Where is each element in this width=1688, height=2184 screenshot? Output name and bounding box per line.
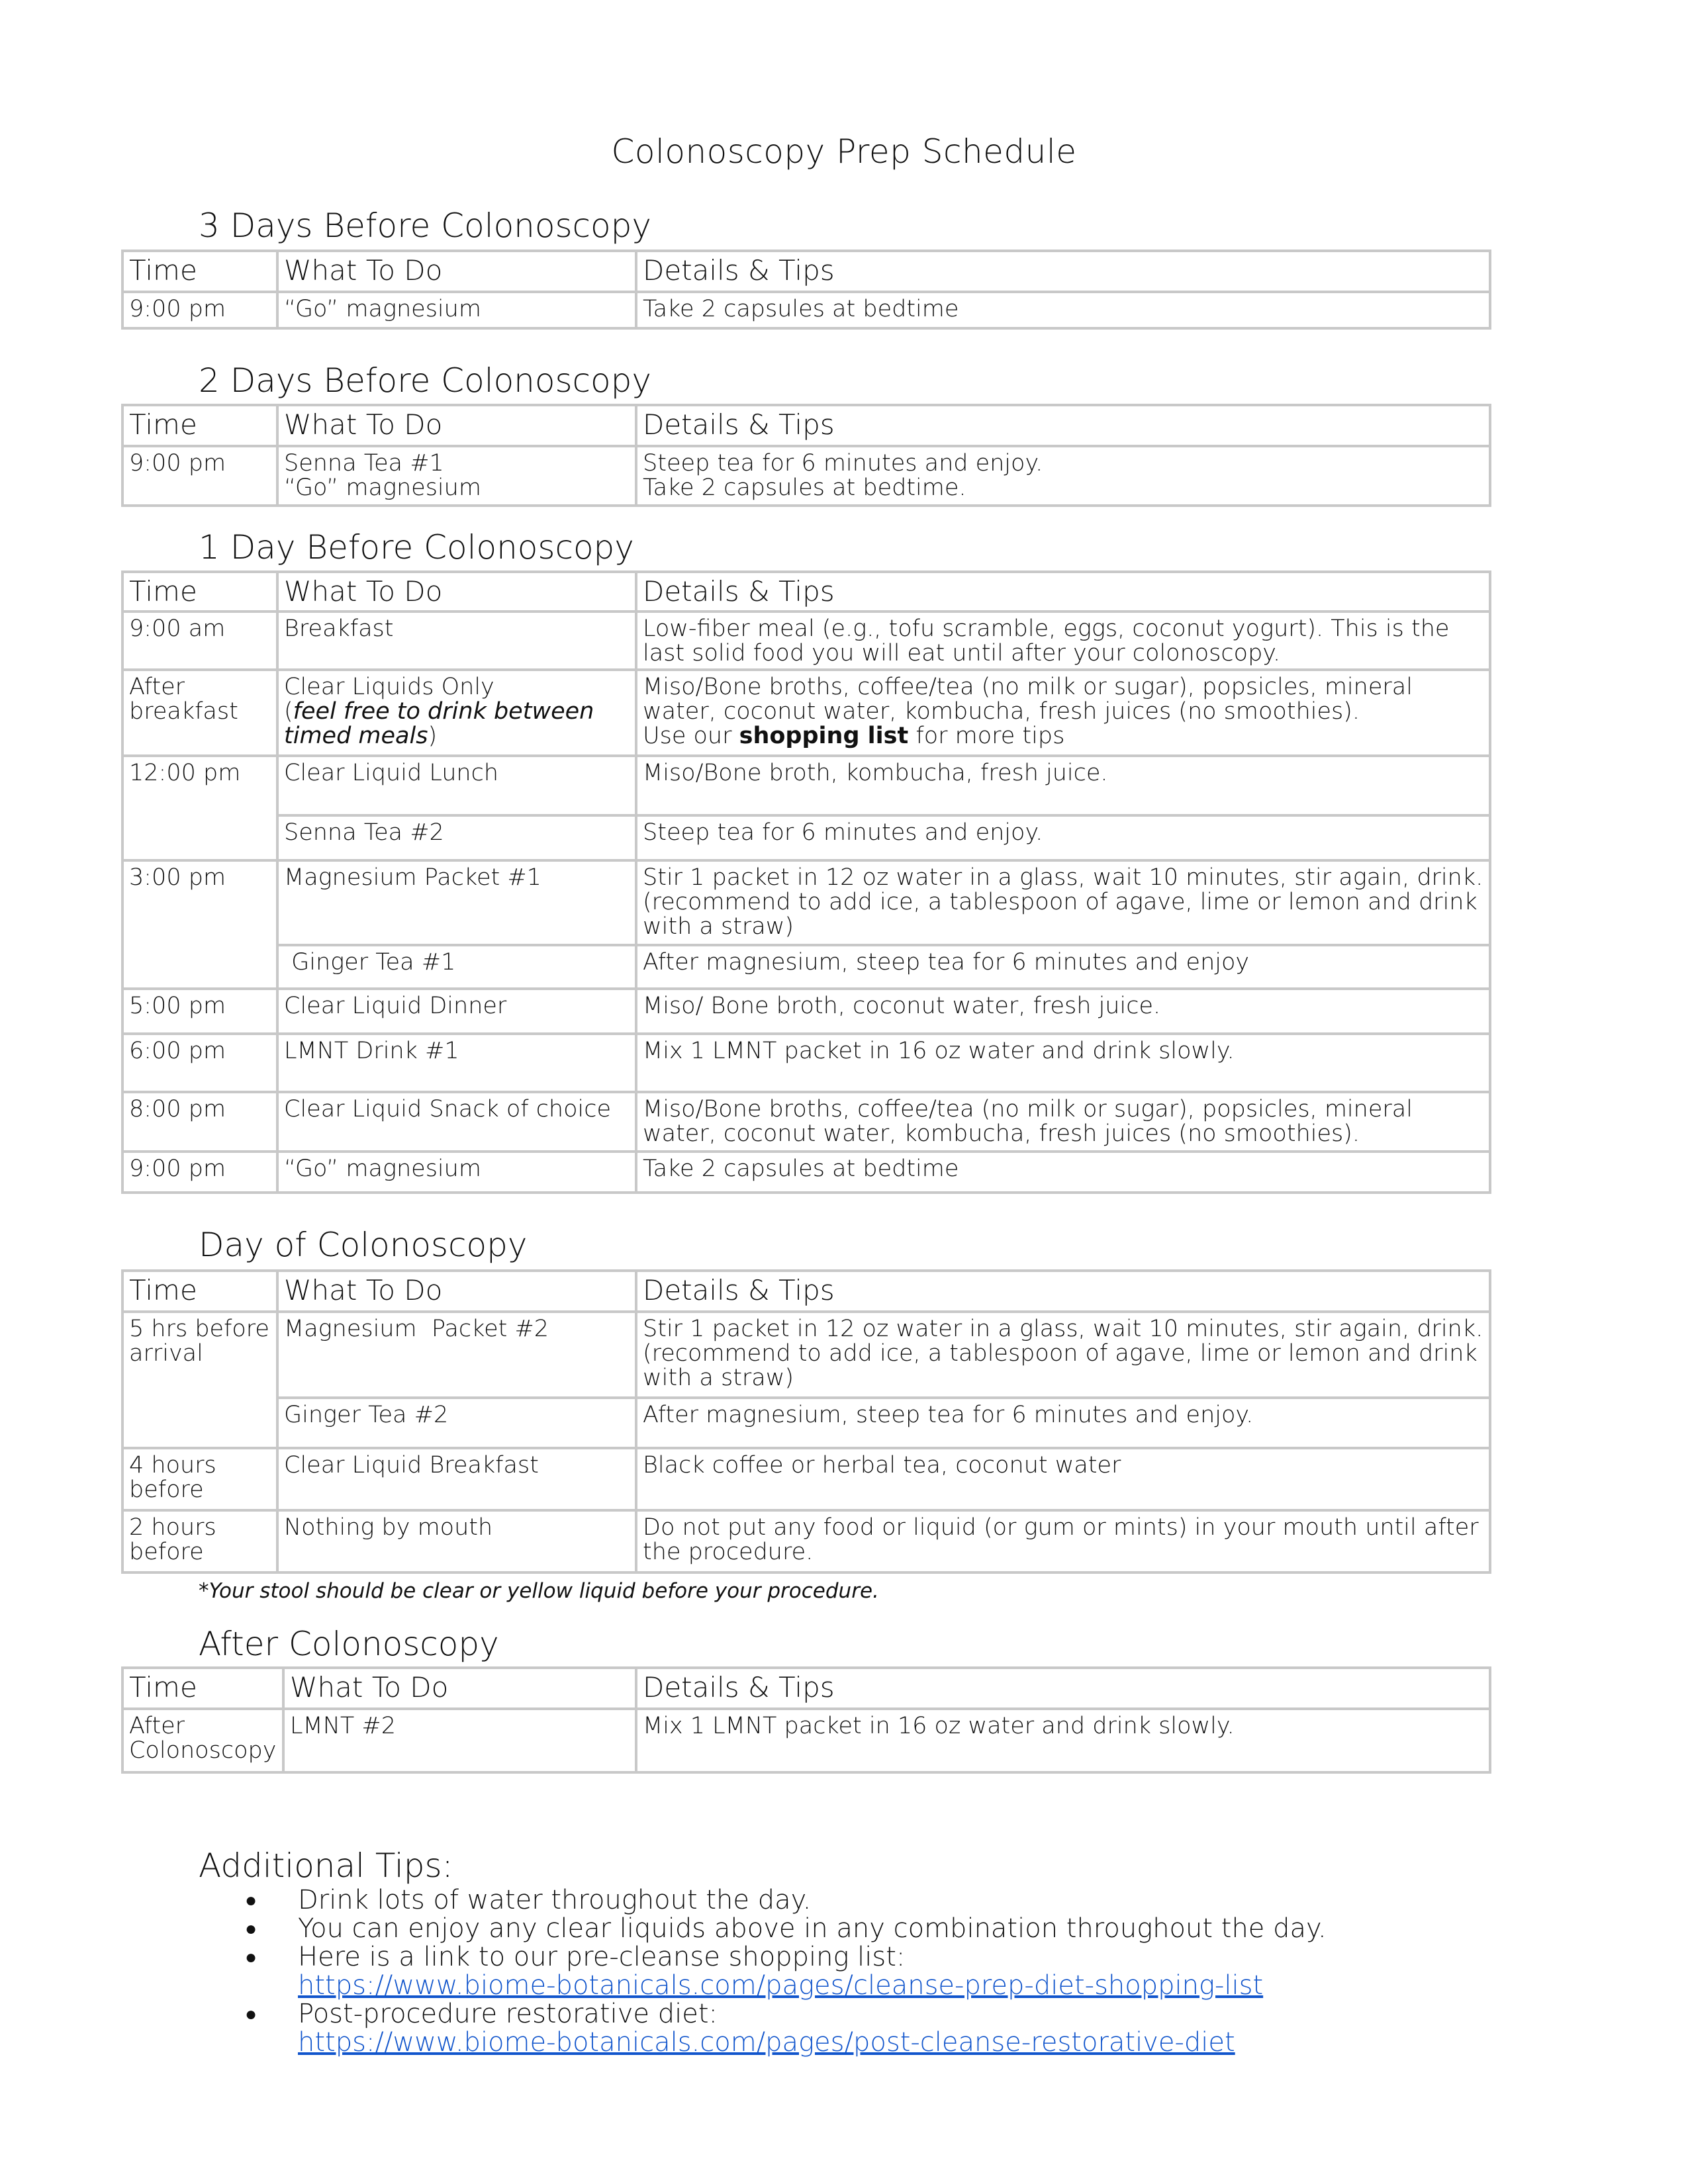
- cell-what: Ginger Tea #2: [277, 1398, 636, 1448]
- header-what: What To Do: [277, 405, 636, 446]
- schedule-table-3-days: [121, 250, 1491, 330]
- cell-what: Magnesium Packet #1: [277, 860, 636, 945]
- section-heading-1-day: 1 Day Before Colonoscopy: [199, 528, 634, 567]
- cell-details: After magnesium, steep tea for 6 minutes and enjoy: [636, 945, 1490, 989]
- cell-what: Clear Liquid Dinner: [277, 989, 636, 1034]
- cell-details: Miso/Bone broths, coffee/tea (no milk or sugar), popsicles, mineral water, coconut water, kombucha, fresh juices (no smoothies).: [636, 1092, 1490, 1152]
- header-what: What To Do: [277, 1271, 636, 1312]
- cell-time: 12:00 pm: [122, 756, 277, 860]
- cell-what-note: feel free to drink between timed meals: [284, 698, 594, 749]
- header-details: Details & Tips: [636, 572, 1490, 612]
- cell-details: After magnesium, steep tea for 6 minutes and enjoy.: [636, 1398, 1490, 1448]
- table-row: [122, 756, 1490, 815]
- header-details: Details & Tips: [636, 251, 1490, 292]
- cell-details-pre: Use our: [643, 723, 739, 749]
- cell-time: 9:00 pm: [122, 1152, 277, 1193]
- table-row: [122, 1448, 1490, 1510]
- header-details: Details & Tips: [636, 1668, 1490, 1709]
- schedule-table-day-of: [121, 1269, 1491, 1574]
- cell-time: 5:00 pm: [122, 989, 277, 1034]
- cell-what: “Go” magnesium: [277, 292, 636, 328]
- bullet-icon: ●: [245, 1917, 258, 1940]
- cell-what: Senna Tea #1 “Go” magnesium: [277, 446, 636, 506]
- cell-what: Clear Liquid Snack of choice: [277, 1092, 636, 1152]
- header-time: Time: [122, 572, 277, 612]
- cell-what: Ginger Tea #1: [277, 945, 636, 989]
- table-row: [122, 945, 1490, 989]
- header-time: Time: [122, 1271, 277, 1312]
- cell-details: Take 2 capsules at bedtime: [636, 292, 1490, 328]
- cell-time: 3:00 pm: [122, 860, 277, 989]
- section-heading-day-of: Day of Colonoscopy: [199, 1226, 528, 1264]
- cell-time: 9:00 pm: [122, 446, 277, 506]
- cell-details: Steep tea for 6 minutes and enjoy. Take 2 capsules at bedtime.: [636, 446, 1490, 506]
- table-row: [122, 1312, 1490, 1398]
- additional-tips-list: [245, 1886, 1503, 2057]
- schedule-table-after: [121, 1666, 1491, 1774]
- cell-details: Miso/ Bone broth, coconut water, fresh juice.: [636, 989, 1490, 1034]
- cell-what: Clear Liquid Breakfast: [277, 1448, 636, 1510]
- table-row: [122, 1510, 1490, 1572]
- bullet-icon: ●: [245, 1946, 258, 1969]
- cell-time: 6:00 pm: [122, 1034, 277, 1092]
- header-what: What To Do: [277, 572, 636, 612]
- header-details: Details & Tips: [636, 1271, 1490, 1312]
- table-row: [122, 1092, 1490, 1152]
- cell-details: Mix 1 LMNT packet in 16 oz water and drink slowly.: [636, 1034, 1490, 1092]
- cell-time: 4 hours before: [122, 1448, 277, 1510]
- shopping-list-link[interactable]: shopping list: [739, 723, 909, 749]
- cell-details: Take 2 capsules at bedtime: [636, 1152, 1490, 1193]
- header-what: What To Do: [277, 251, 636, 292]
- table-row: [122, 670, 1490, 756]
- cell-what: Magnesium Packet #2: [277, 1312, 636, 1398]
- table-header-row: [122, 1271, 1490, 1312]
- cell-details: Low-fiber meal (e.g., tofu scramble, eggs, coconut yogurt). This is the last solid food you will eat until after your colonoscopy.: [636, 612, 1490, 670]
- cell-details: [636, 670, 1490, 756]
- table-row: [122, 1709, 1490, 1772]
- table-row: [122, 1034, 1490, 1092]
- table-row: [122, 612, 1490, 670]
- tip-text: Post-procedure restorative diet:: [298, 1999, 718, 2029]
- tip-text: Drink lots of water throughout the day.: [298, 1885, 812, 1915]
- cell-what: Nothing by mouth: [277, 1510, 636, 1572]
- cell-what: LMNT Drink #1: [277, 1034, 636, 1092]
- cell-what: LMNT #2: [283, 1709, 636, 1772]
- cell-what: Clear Liquids Only (feel free to drink between timed meals): [277, 670, 636, 756]
- shopping-list-url-link[interactable]: https://www.biome-botanicals.com/pages/cleanse-prep-diet-shopping-list: [298, 1970, 1264, 2001]
- list-item: [245, 1915, 1503, 1943]
- table-row: [122, 446, 1490, 506]
- section-heading-after: After Colonoscopy: [199, 1625, 499, 1663]
- cell-time: 5 hrs before arrival: [122, 1312, 277, 1448]
- table-row: [122, 989, 1490, 1034]
- table-row: [122, 1152, 1490, 1193]
- table-row: [122, 1398, 1490, 1448]
- header-details: Details & Tips: [636, 405, 1490, 446]
- tip-text: Here is a link to our pre-cleanse shopping list:: [298, 1942, 906, 1972]
- stool-footnote: *Your stool should be clear or yellow liquid before your procedure.: [199, 1579, 879, 1603]
- cell-details: Stir 1 packet in 12 oz water in a glass, wait 10 minutes, stir again, drink. (recommend to add ice, a tablespoon of agave, lime or lemon and drink with a straw): [636, 1312, 1490, 1398]
- header-time: Time: [122, 1668, 283, 1709]
- table-row: [122, 292, 1490, 328]
- restorative-diet-url-link[interactable]: https://www.biome-botanicals.com/pages/post-cleanse-restorative-diet: [298, 2027, 1235, 2058]
- table-header-row: [122, 251, 1490, 292]
- cell-time: After Colonoscopy: [122, 1709, 283, 1772]
- table-row: [122, 860, 1490, 945]
- document-title: Colonoscopy Prep Schedule: [611, 132, 1077, 171]
- table-header-row: [122, 1668, 1490, 1709]
- cell-time: 2 hours before: [122, 1510, 277, 1572]
- cell-time: 9:00 pm: [122, 292, 277, 328]
- schedule-table-1-day: [121, 570, 1491, 1194]
- list-item: [245, 2000, 1503, 2057]
- cell-details: Miso/Bone broth, kombucha, fresh juice.: [636, 756, 1490, 815]
- schedule-table-2-days: [121, 404, 1491, 507]
- bullet-icon: ●: [245, 1889, 258, 1912]
- section-heading-2-days: 2 Days Before Colonoscopy: [199, 361, 651, 400]
- table-header-row: [122, 405, 1490, 446]
- tip-text: You can enjoy any clear liquids above in any combination throughout the day.: [298, 1913, 1327, 1944]
- table-row: [122, 815, 1490, 860]
- cell-what: Breakfast: [277, 612, 636, 670]
- additional-tips-heading: Additional Tips:: [199, 1846, 453, 1885]
- cell-what: Clear Liquid Lunch: [277, 756, 636, 815]
- cell-details: Black coffee or herbal tea, coconut water: [636, 1448, 1490, 1510]
- bullet-icon: ●: [245, 2003, 258, 2026]
- table-header-row: [122, 572, 1490, 612]
- cell-details: Steep tea for 6 minutes and enjoy.: [636, 815, 1490, 860]
- cell-details-post: for more tips: [908, 723, 1065, 749]
- cell-details: Mix 1 LMNT packet in 16 oz water and drink slowly.: [636, 1709, 1490, 1772]
- header-time: Time: [122, 405, 277, 446]
- cell-details: Stir 1 packet in 12 oz water in a glass, wait 10 minutes, stir again, drink. (recommend to add ice, a tablespoon of agave, lime or lemon and drink with a straw): [636, 860, 1490, 945]
- cell-what: “Go” magnesium: [277, 1152, 636, 1193]
- list-item: [245, 1886, 1503, 1915]
- cell-details-main: Miso/Bone broths, coffee/tea (no milk or sugar), popsicles, mineral water, coconut water, kombucha, fresh juices (no smoothies).: [643, 674, 1413, 725]
- cell-time: 9:00 am: [122, 612, 277, 670]
- cell-what-main: Clear Liquids Only: [284, 674, 494, 700]
- cell-what: Senna Tea #2: [277, 815, 636, 860]
- header-time: Time: [122, 251, 277, 292]
- list-item: [245, 1943, 1503, 2000]
- cell-time: After breakfast: [122, 670, 277, 756]
- section-heading-3-days: 3 Days Before Colonoscopy: [199, 206, 651, 245]
- cell-details: Do not put any food or liquid (or gum or mints) in your mouth until after the procedure.: [636, 1510, 1490, 1572]
- cell-time: 8:00 pm: [122, 1092, 277, 1152]
- header-what: What To Do: [283, 1668, 636, 1709]
